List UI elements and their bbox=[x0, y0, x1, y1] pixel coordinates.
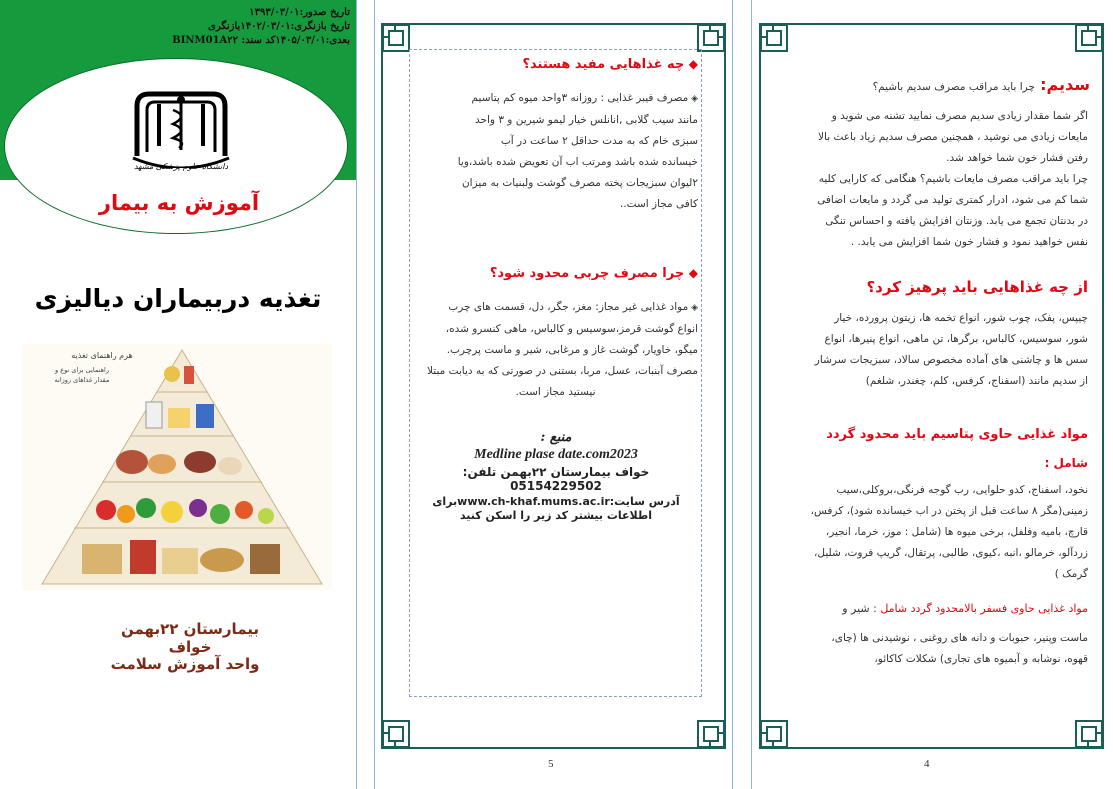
sodium-line: رفتن فشار خون شما خواهد شد. bbox=[946, 152, 1088, 164]
phosphorus-line: قهوه، نوشابه و آبمیوه های تجاری) شکلات کاکائو، bbox=[874, 653, 1088, 665]
diamond-bullet-icon: ◆ bbox=[688, 266, 698, 280]
document-dates bbox=[172, 6, 350, 48]
useful-foods-body bbox=[413, 88, 698, 215]
q-useful-foods-text: چه غذاهایی مفید هستند؟ bbox=[522, 57, 685, 72]
potassium-line: زردآلو، خرمالو ،انبه ،کیوی، طالبی، پرتقال، گریپ فروت، شلیل، bbox=[814, 547, 1088, 559]
phosphorus-heading-row bbox=[770, 602, 1088, 615]
issue-date: تاریخ صدور:۱۳۹۳/۰۳/۰۱ bbox=[249, 7, 350, 18]
useful-foods-line: ۲لیوان سبزیجات پخته مصرف گوشت ولبنیات به میزان bbox=[461, 177, 698, 189]
pyramid-subtitle-2: مقدار غذاهای روزانه bbox=[54, 376, 110, 384]
fold-line-right bbox=[732, 0, 733, 789]
sodium-line: نفس خواهید نمود و فشار خون شما افزایش می یابد. . bbox=[850, 236, 1088, 248]
limit-fat-line: ◈ مواد غذایی غیر مجاز: مغز، جگر، دل، قسمت های چرب bbox=[448, 301, 698, 313]
source-value: Medline plase date.com2023 bbox=[474, 447, 638, 462]
q-avoid-foods: از چه غذاهایی باید پرهیز کرد؟ bbox=[866, 278, 1088, 296]
hollow-diamond-icon: ◈ bbox=[688, 303, 698, 313]
potassium-heading-2: شامل : bbox=[1044, 456, 1088, 470]
q-limit-fat-text: چرا مصرف چربی محدود شود؟ bbox=[489, 266, 685, 281]
phosphorus-heading: مواد غذایی حاوی فسفر بالامحدود گردد شامل : bbox=[873, 602, 1088, 615]
potassium-line: قارچ، بامیه وفلفل، برخی میوه ها (شامل : موز، خرما، انجیر، bbox=[825, 526, 1088, 538]
avoid-foods-body bbox=[770, 308, 1088, 392]
sodium-question: چرا باید مراقب مصرف سدیم باشیم؟ bbox=[872, 81, 1035, 93]
limit-fat-line: میگو، خاویار، گوشت غاز و مرغابی، شیر و ماست پرچرب. bbox=[446, 344, 698, 356]
next-revision-date: بعدی:۱۴۰۵/۰۳/۰۱کد سند: BINM01A۲۲ bbox=[172, 35, 350, 46]
sodium-line: چرا باید مراقب مصرف مایعات باشیم؟ هنگامی که کارایی کلیه bbox=[818, 173, 1088, 185]
phosphorus-tail: شیر و bbox=[842, 602, 870, 615]
avoid-line: سس ها و چاشنی های آماده مخصوص سالاد، سبزیجات سرشار bbox=[814, 354, 1088, 366]
patient-education-title: آموزش به بیمار bbox=[98, 191, 260, 215]
useful-foods-line: کافی مجاز است.. bbox=[619, 198, 698, 210]
page5-corner-ornament-tl bbox=[381, 23, 411, 53]
potassium-heading: مواد غذایی حاوی پتاسیم باید محدود گردد bbox=[826, 427, 1088, 442]
scan-line: اطلاعات بیشتر کد زیر را اسکن کنید bbox=[459, 509, 653, 522]
fold-line-right-2 bbox=[751, 0, 752, 789]
limit-fat-line: انواع گوشت قرمز،سوسیس و کالباس، ماهی کنسرو شده، bbox=[445, 323, 698, 335]
potassium-line: گرمک ) bbox=[1054, 568, 1088, 580]
page-title: تغذیه دربیماران دیالیزی bbox=[34, 284, 322, 313]
useful-foods-line: سبزی خام که به مدت حداقل ۲ ساعت در آب bbox=[500, 135, 698, 147]
potassium-line: نخود، اسفناج، کدو حلوایی، رب گوجه فرنگی،بروکلی،سیب bbox=[836, 484, 1088, 496]
q-useful-foods bbox=[420, 57, 698, 72]
pyramid-subtitle-1: راهنمایی برای نوع و bbox=[55, 366, 109, 374]
page4-corner-ornament-br bbox=[1074, 719, 1104, 749]
avoid-line: شور، سوسیس، کالباس، برگرها، تن ماهی، انواع پنیرها، انواع bbox=[824, 333, 1088, 345]
food-pyramid-image bbox=[22, 344, 332, 590]
limit-fat-line: نیستید مجاز است. bbox=[515, 386, 596, 398]
contact-line: خواف بیمارستان ۲۲بهمن تلفن: 05154229502 bbox=[462, 465, 650, 493]
sodium-body bbox=[770, 106, 1088, 253]
avoid-line: از سدیم مانند (اسفناج، کرفس، کلم، چغندر، شلغم) bbox=[865, 375, 1088, 387]
page4-corner-ornament-bl bbox=[759, 719, 789, 749]
useful-foods-line: خیسانده شده باشد ومرتب اب آن تعویض شده باشد،ویا bbox=[457, 156, 698, 168]
page4-corner-ornament-tl bbox=[759, 23, 789, 53]
cover-panel bbox=[0, 0, 356, 789]
useful-foods-line: مانند سیب گلابی ,انانلس خیار لیمو شیرین و ۳ واحد bbox=[474, 114, 698, 126]
page-number-5: 5 bbox=[548, 758, 554, 770]
source-label: منبع : bbox=[540, 430, 572, 445]
fold-line-left-2 bbox=[374, 0, 375, 789]
website-line: آدرس سایت:www.ch-khaf.mums.ac.irبرای bbox=[432, 495, 680, 508]
hollow-diamond-icon: ◈ bbox=[688, 94, 698, 104]
source-block bbox=[420, 430, 692, 522]
sodium-line: در بدنتان تجمع می یابد. وزنتان افزایش یافته و احساس تنگی bbox=[825, 215, 1088, 227]
page4-corner-ornament-tr bbox=[1074, 23, 1104, 53]
potassium-line: زمینی(مگر ۸ ساعت قبل از پختن در اب خیسانده شود)، کرفس، bbox=[810, 505, 1088, 517]
sodium-line: مایعات زیادی می نوشید ، همچنین مصرف سدیم زیاد باعث بالا bbox=[818, 131, 1088, 143]
revision-date: تاریخ بازنگری:۱۴۰۲/۰۳/۰۱بازنگری bbox=[208, 21, 350, 32]
sodium-line: شما کم می شود، ادرار کمتری تولید می گردد و مایعات اضافی bbox=[817, 194, 1088, 206]
limit-fat-line: مصرف آبنبات، عسل، مربا، بستنی در صورتی که به دیابت مبتلا bbox=[427, 365, 698, 377]
hospital-name: بیمارستان ۲۲بهمن خواف bbox=[120, 620, 260, 656]
pyramid-title: هرم راهنمای تغذیه bbox=[71, 351, 133, 360]
q-limit-fat bbox=[420, 266, 698, 281]
phosphorus-line: ماست وپنیر، حبوبات و دانه های روغنی ، نوشیدنی ها (چای، bbox=[831, 632, 1088, 644]
limit-fat-body bbox=[413, 297, 698, 403]
potassium-body bbox=[770, 480, 1088, 585]
sodium-heading-row bbox=[770, 75, 1090, 94]
logo-caption: دانشگاه علوم پزشکی مشهد bbox=[133, 162, 229, 171]
page5-corner-ornament-br bbox=[696, 719, 726, 749]
sodium-label: سدیم: bbox=[1040, 75, 1090, 94]
fold-line-left bbox=[356, 0, 357, 789]
sodium-line: اگر شما مقدار زیادی سدیم مصرف نمایید تشنه می شوید و bbox=[831, 110, 1088, 122]
page-number-4: 4 bbox=[924, 758, 930, 770]
page5-corner-ornament-bl bbox=[381, 719, 411, 749]
diamond-bullet-icon: ◆ bbox=[688, 57, 698, 71]
useful-foods-line: ◈ مصرف فیبر غذایی : روزانه ۳واحد میوه کم پتاسیم bbox=[471, 92, 698, 104]
avoid-line: چیپس، پفک، چوب شور، انواع تخمه ها، زیتون پرورده، خیار bbox=[834, 312, 1088, 324]
university-logo-icon bbox=[129, 86, 233, 168]
health-education-unit: واحد آموزش سلامت bbox=[110, 655, 260, 673]
phosphorus-body bbox=[770, 628, 1088, 670]
